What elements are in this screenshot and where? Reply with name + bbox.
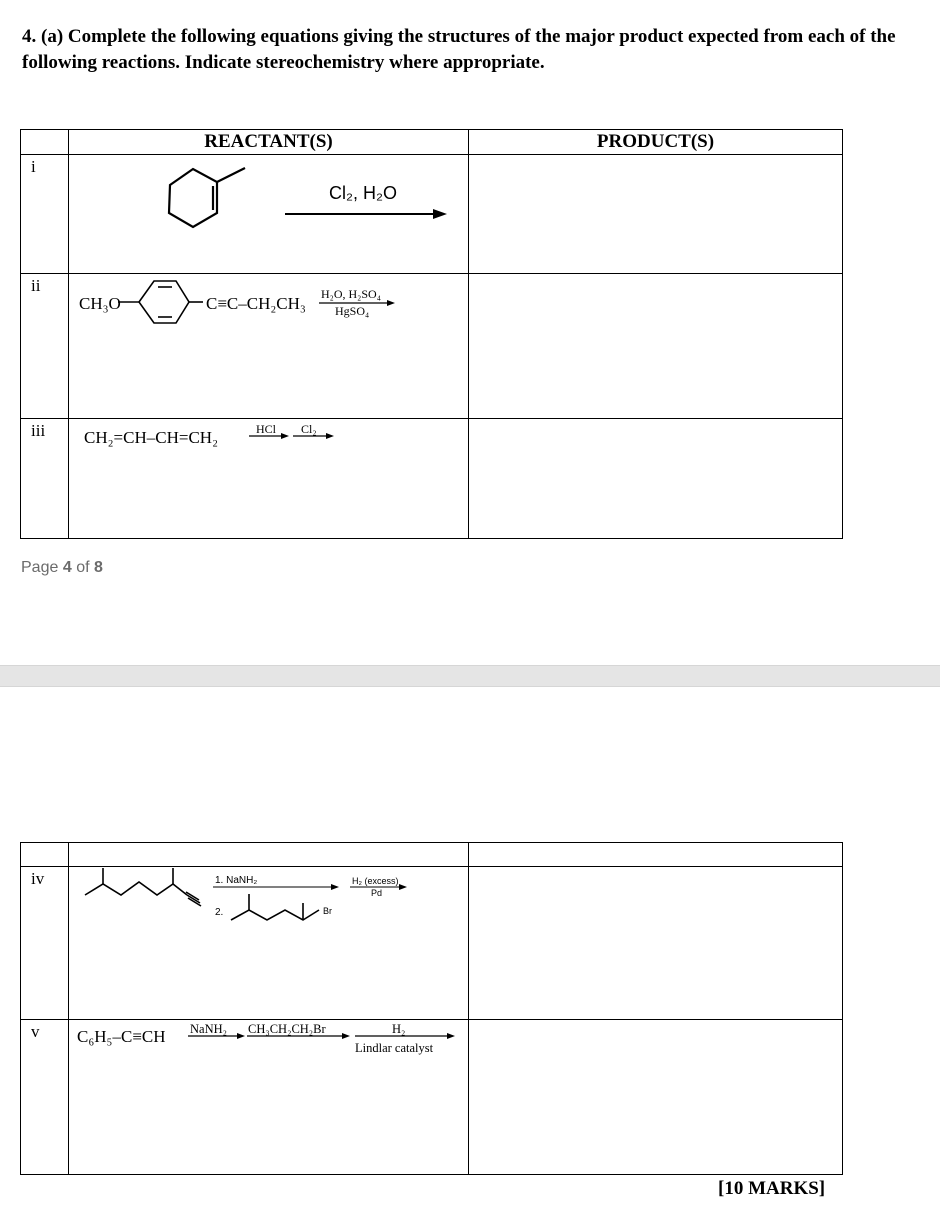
catalyst-label: Pd [371,888,383,898]
butadiene-label: CH₂=CH–CH=CH₂ [84,428,218,447]
reaction-i-scheme [69,155,468,273]
row-number: iii [21,419,69,539]
reactant-cell [69,867,469,1020]
reagent-label: Cl₂, H₂O [329,183,397,203]
reaction-table-1 [20,129,843,539]
step-2-label: 2. [215,907,224,918]
reaction-arrow [285,209,447,219]
table-header-row [21,130,843,155]
phenylacetylene-label: C₆H₅–C≡CH [77,1027,166,1046]
table-row [21,1020,843,1175]
blank-header [21,130,69,155]
page-break [0,665,940,687]
blank-header [69,843,469,867]
blank-header [21,843,69,867]
reaction-iii-scheme [69,419,468,538]
reagent-1-label: NaNH₂ [190,1022,227,1036]
reaction-ii-scheme [69,274,468,418]
reaction-table-2 [20,842,843,1175]
reactant-cell [69,1020,469,1175]
reagent-top-label: H₂O, H₂SO₄ [321,287,381,301]
product-cell[interactable] [469,274,843,419]
alkyne-chain-label: C≡C–CH₂CH₃ [206,294,306,313]
reactant-cell [69,274,469,419]
product-cell[interactable] [469,155,843,274]
reagent-2-label: CH₃CH₂CH₂Br [248,1022,326,1036]
reactants-header: REACTANT(S) [69,130,469,155]
row-number: ii [21,274,69,419]
bromine-label: Br [323,906,332,916]
row-number: iv [21,867,69,1020]
marks-label: [10 MARKS] [718,1178,826,1199]
alkyl-bromide-structure [231,894,319,920]
table-row [21,419,843,539]
reaction-iv-scheme [69,867,468,1019]
row-number: v [21,1020,69,1175]
blank-header [469,843,843,867]
table-row [21,274,843,419]
alkyne-skeletal-structure [85,868,201,906]
methylcyclohexene-structure [169,168,245,227]
reagent-label: H₂ (excess) [352,876,399,886]
reagent-bottom-label: HgSO₄ [335,304,370,318]
reactant-cell [69,155,469,274]
step-1-label: 1. NaNH₂ [215,875,258,886]
reagent-3-label: H₂ [392,1022,406,1036]
table-row [21,867,843,1020]
reagent-1-label: HCl [256,422,277,436]
product-cell[interactable] [469,867,843,1020]
methoxy-label: CH₃O [79,294,121,313]
benzene-ring-structure [118,281,203,323]
products-header: PRODUCT(S) [469,130,843,155]
catalyst-label: Lindlar catalyst [355,1041,434,1055]
reaction-v-scheme [69,1020,468,1174]
product-cell[interactable] [469,1020,843,1175]
reactant-cell [69,419,469,539]
table-header-row [21,843,843,867]
page-indicator: Page 4 of 8 [21,559,103,576]
reagent-2-label: Cl₂ [301,422,317,436]
table-row [21,155,843,274]
row-number: i [21,155,69,274]
question-text: 4. (a) Complete the following equations giving the structures of the major product expected from each of the following reactions. Indicate stereochemistry where appropriate. [22,26,896,73]
product-cell[interactable] [469,419,843,539]
